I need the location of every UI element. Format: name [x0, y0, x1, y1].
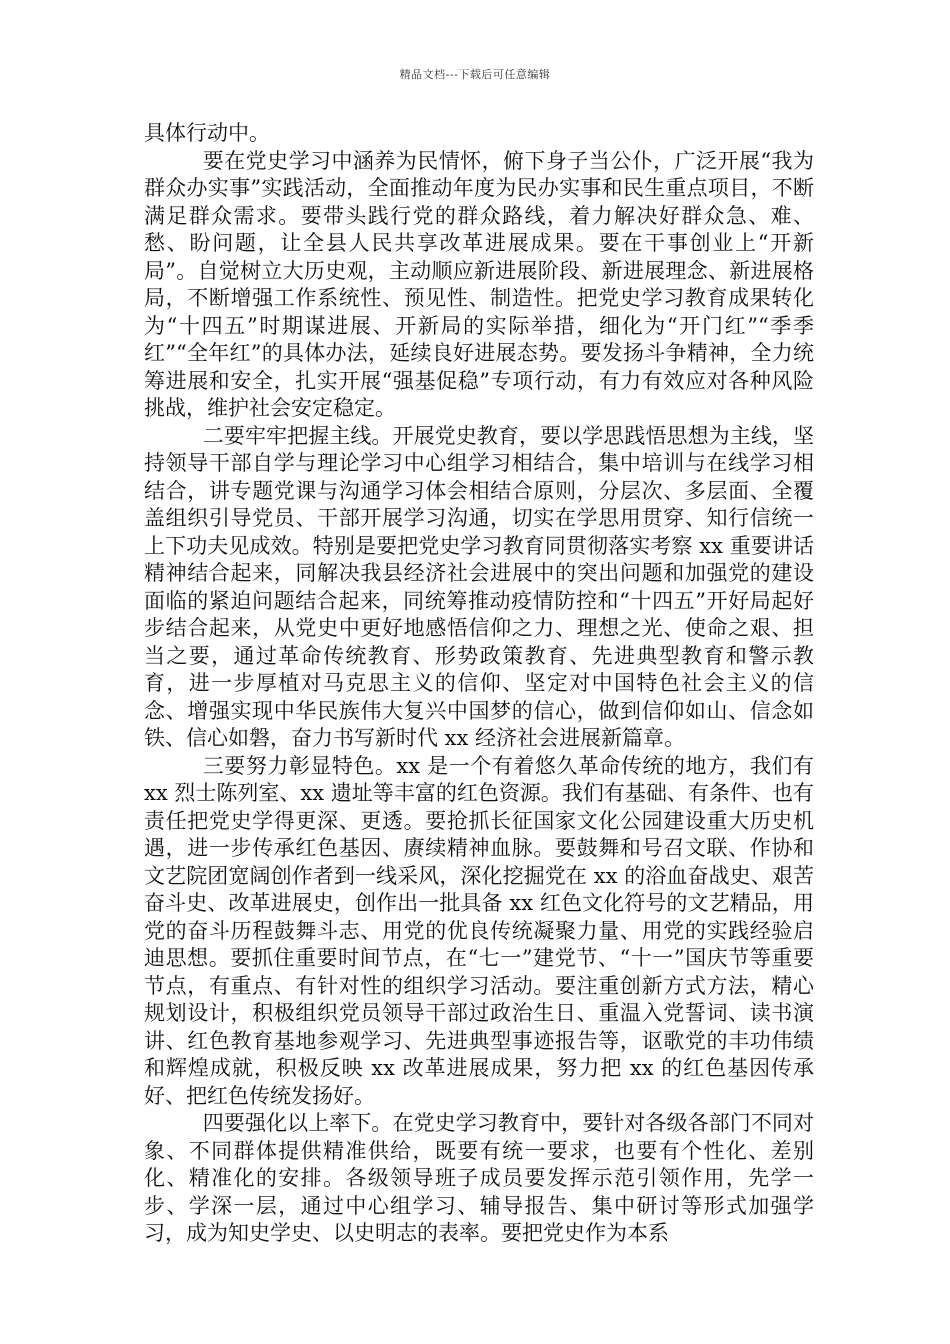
page-header: 精品文档---下载后可任意编辑: [399, 68, 551, 81]
paragraph-highlight-features: 三要努力彰显特色。xx 是一个有着悠久革命传统的地方，我们有 xx 烈士陈列室、xx 遗址等丰富的红色资源。我们有基础、有条件、也有责任把党史学得更深、更透。要抢抓长征国家文化公园建设重大历史机遇，进一步传承红色基因、赓续精神血脉。要鼓舞和号召文联、作协和文艺院团宽阔创作者到一线采风，深化挖掘党在 xx 的浴血奋战史、艰苦奋斗史、改革进展史，创作出一批具备 xx 红色文化符号的文艺精品，用党的奋斗历程鼓舞斗志、用党的优良传统凝聚力量、用党的实践经验启迪思想。要抓住重要时间节点，在“七一”建党节、“十一”国庆节等重要节点，有重点、有针对性的组织学习活动。要注重创新方式方法，精心规划设计，积极组织党员领导干部过政治生日、重温入党誓词、读书演讲、红色教育基地参观学习、先进典型事迹报告等，讴歌党的丰功伟绩和辉煌成就，积极反映 xx 改革进展成果，努力把 xx 的红色基因传承好、把红色传统发扬好。: [144, 753, 814, 1108]
paragraph-people-oriented: 要在党史学习中涵养为民情怀，俯下身子当公仆，广泛开展“我为群众办实事”实践活动，全面推动年度为民办实事和民生重点项目，不断满足群众需求。要带头践行党的群众路线，着力解决好群众急、难、愁、盼问题，让全县人民共享改革进展成果。要在干事创业上“开新局”。自觉树立大历史观，主动顺应新进展阶段、新进展理念、新进展格局，不断增强工作系统性、预见性、制造性。把党史学习教育成果转化为“十四五”时期谋进展、开新局的实际举措，细化为“开门红”“季季红”“全年红”的具体办法，延续良好进展态势。要发扬斗争精神，全力统筹进展和安全，扎实开展“强基促稳”专项行动，有力有效应对各种风险挑战，维护社会安定稳定。: [144, 148, 814, 420]
paragraph-continuation: 具体行动中。: [144, 121, 270, 145]
paragraph-main-line: 二要牢牢把握主线。开展党史教育，要以学思践悟思想为主线，坚持领导干部自学与理论学习中心组学习相结合，集中培训与在线学习相结合，讲专题党课与沟通学习体会相结合原则，分层次、多层面、全覆盖组织引导党员、干部开展学习沟通，切实在学思用贯穿、知行信统一上下功夫见成效。特别是要把党史学习教育同贯彻落实考察 xx 重要讲话精神结合起来，同解决我县经济社会进展中的突出问题和加强党的建设面临的紧迫问题结合起来，同统筹推动疫情防控和“十四五”开好局起好步结合起来，从党史中更好地感悟信仰之力、理想之光、使命之艰、担当之要，通过革命传统教育、形势政策教育、先进典型教育和警示教育，进一步厚植对马克思主义的信仰、坚定对中国特色社会主义的信念、增强实现中华民族伟大复兴中国梦的信心，做到信仰如山、信念如铁、信心如磐，奋力书写新时代 xx 经济社会进展新篇章。: [144, 423, 814, 750]
document-body: [144, 120, 814, 1248]
paragraph-lead-by-example: 四要强化以上率下。在党史学习教育中，要针对各级各部门不同对象、不同群体提供精准供给，既要有统一要求，也要有个性化、差别化、精准化的安排。各级领导班子成员要发挥示范引领作用，先学一步、学深一层，通过中心组学习、辅导报告、集中研讨等形式加强学习，成为知史学史、以史明志的表率。要把党史作为本系: [144, 1111, 814, 1245]
